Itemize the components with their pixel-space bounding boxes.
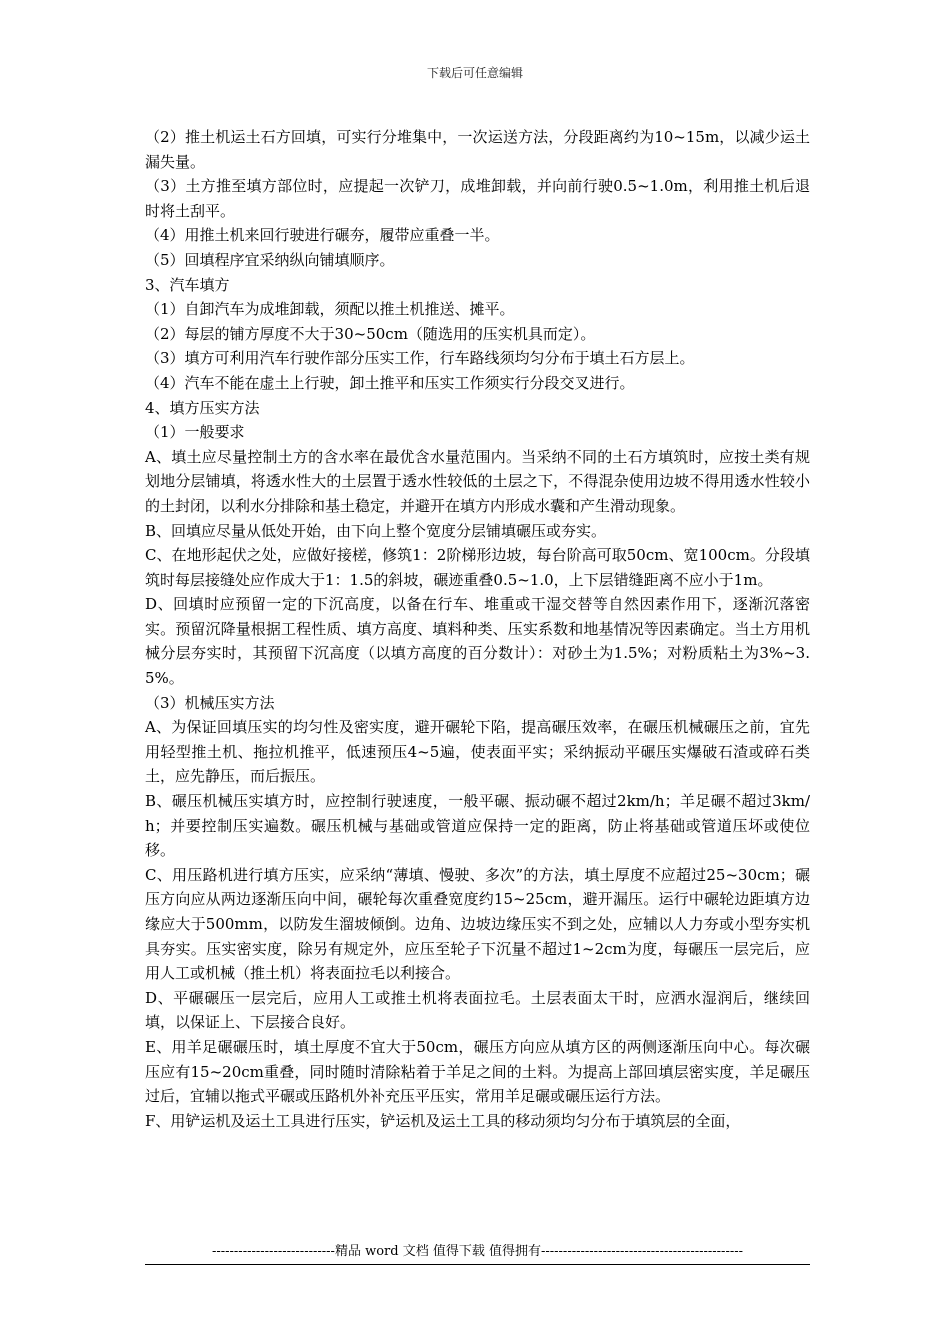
paragraph: B、碾压机械压实填方时，应控制行驶速度，一般平碾、振动碾不超过2km/h；羊足碾不超过3km/h；并要控制压实遍数。碾压机械与基础或管道应保持一定的距离，防止将基础或管道压坏或使位移。 (145, 792, 810, 860)
paragraph: （3）填方可利用汽车行驶作部分压实工作，行车路线须均匀分布于填土石方层上。 (145, 349, 695, 368)
footer-divider (145, 1264, 810, 1265)
document-body (145, 125, 810, 1133)
paragraph: （1）自卸汽车为成堆卸载，须配以推土机推送、摊平。 (145, 300, 515, 319)
paragraph: A、为保证回填压实的均匀性及密实度，避开碾轮下陷，提高碾压效率，在碾压机械碾压之前，宜先用轻型推土机、拖拉机推平，低速预压4~5遍，使表面平实；采纳振动平碾压实爆破石渣或碎石类土，应先静压，而后振压。 (145, 718, 810, 786)
paragraph: E、用羊足碾碾压时，填土厚度不宜大于50cm，碾压方向应从填方区的两侧逐渐压向中心。每次碾压应有15~20cm重叠，同时随时清除粘着于羊足之间的土料。为提高上部回填层密实度，羊足碾压过后，宜辅以拖式平碾或压路机外补充压平压实，常用羊足碾或碾压运行方法。 (145, 1037, 810, 1106)
page-header: 下载后可任意编辑 (426, 66, 523, 80)
paragraph: F、用铲运机及运土工具进行压实，铲运机及运土工具的移动须均匀分布于填筑层的全面， (145, 1111, 741, 1130)
paragraph: A、填土应尽量控制土方的含水率在最优含水量范围内。当采纳不同的土石方填筑时，应按土类有规划地分层铺填，将透水性大的土层置于透水性较低的土层之下，不得混杂使用边坡不得用透水性较小的土封闭，以利水分排除和基土稳定，并避开在填方内形成水囊和产生滑动现象。 (145, 447, 810, 515)
paragraph: B、回填应尽量从低处开始，由下向上整个宽度分层铺填碾压或夯实。 (145, 521, 607, 540)
paragraph: （4）汽车不能在虚土上行驶，卸土推平和压实工作须实行分段交叉进行。 (145, 373, 635, 392)
section-heading: 4、填方压实方法 (145, 398, 260, 417)
paragraph: （5）回填程序宜采纳纵向铺填顺序。 (145, 250, 395, 269)
section-heading: 3、汽车填方 (145, 275, 230, 294)
paragraph: （2）推土机运土石方回填，可实行分堆集中，一次运送方法，分段距离约为10~15m，以减少运土漏失量。 (145, 128, 810, 171)
paragraph: （2）每层的铺方厚度不大于30~50cm（随选用的压实机具而定）。 (145, 324, 596, 343)
paragraph: D、回填时应预留一定的下沉高度，以备在行车、堆重或干湿交替等自然因素作用下，逐渐沉落密实。预留沉降量根据工程性质、填方高度、填料种类、压实系数和地基情况等因素确定。当土方用机械分层夯实时，其预留下沉高度（以填方高度的百分数计）：对砂土为1.5%；对粉质粘土为3%~3.5%。 (145, 595, 810, 688)
paragraph: C、用压路机进行填方压实，应采纳“薄填、慢驶、多次”的方法，填土厚度不应超过25~30cm；碾压方向应从两边逐渐压向中间，碾轮每次重叠宽度约15~25cm，避开漏压。运行中碾轮边距填方边缘应大于500mm，以防发生溜坡倾倒。边角、边坡边缘压实不到之处，应辅以人力夯或小型夯实机具夯实。压实密实度，除另有规定外，应压至轮子下沉量不超过1~2cm为度，每碾压一层完后，应用人工或机械（推土机）将表面拉毛以利接合。 (145, 865, 810, 983)
paragraph: （4）用推土机来回行驶进行碾夯，履带应重叠一半。 (145, 226, 500, 245)
paragraph: D、平碾碾压一层完后，应用人工或推土机将表面拉毛。土层表面太干时，应洒水湿润后，继续回填，以保证上、下层接合良好。 (145, 988, 810, 1032)
paragraph: （3）土方推至填方部位时，应提起一次铲刀，成堆卸载，并向前行驶0.5~1.0m，利用推土机后退时将土刮平。 (145, 177, 810, 220)
subsection-heading: （3）机械压实方法 (145, 693, 275, 712)
paragraph: C、在地形起伏之处，应做好接槎，修筑1：2阶梯形边坡，每台阶高可取50cm、宽100cm。分段填筑时每层接缝处应作成大于1：1.5的斜坡，碾迹重叠0.5~1.0，上下层错缝距离不应小于1m。 (145, 546, 810, 589)
subsection-heading: （1）一般要求 (145, 423, 245, 442)
page-footer: ----------------------------精品 word 文档 值得下载 值得拥有---------------------------------------------- (211, 1244, 744, 1259)
